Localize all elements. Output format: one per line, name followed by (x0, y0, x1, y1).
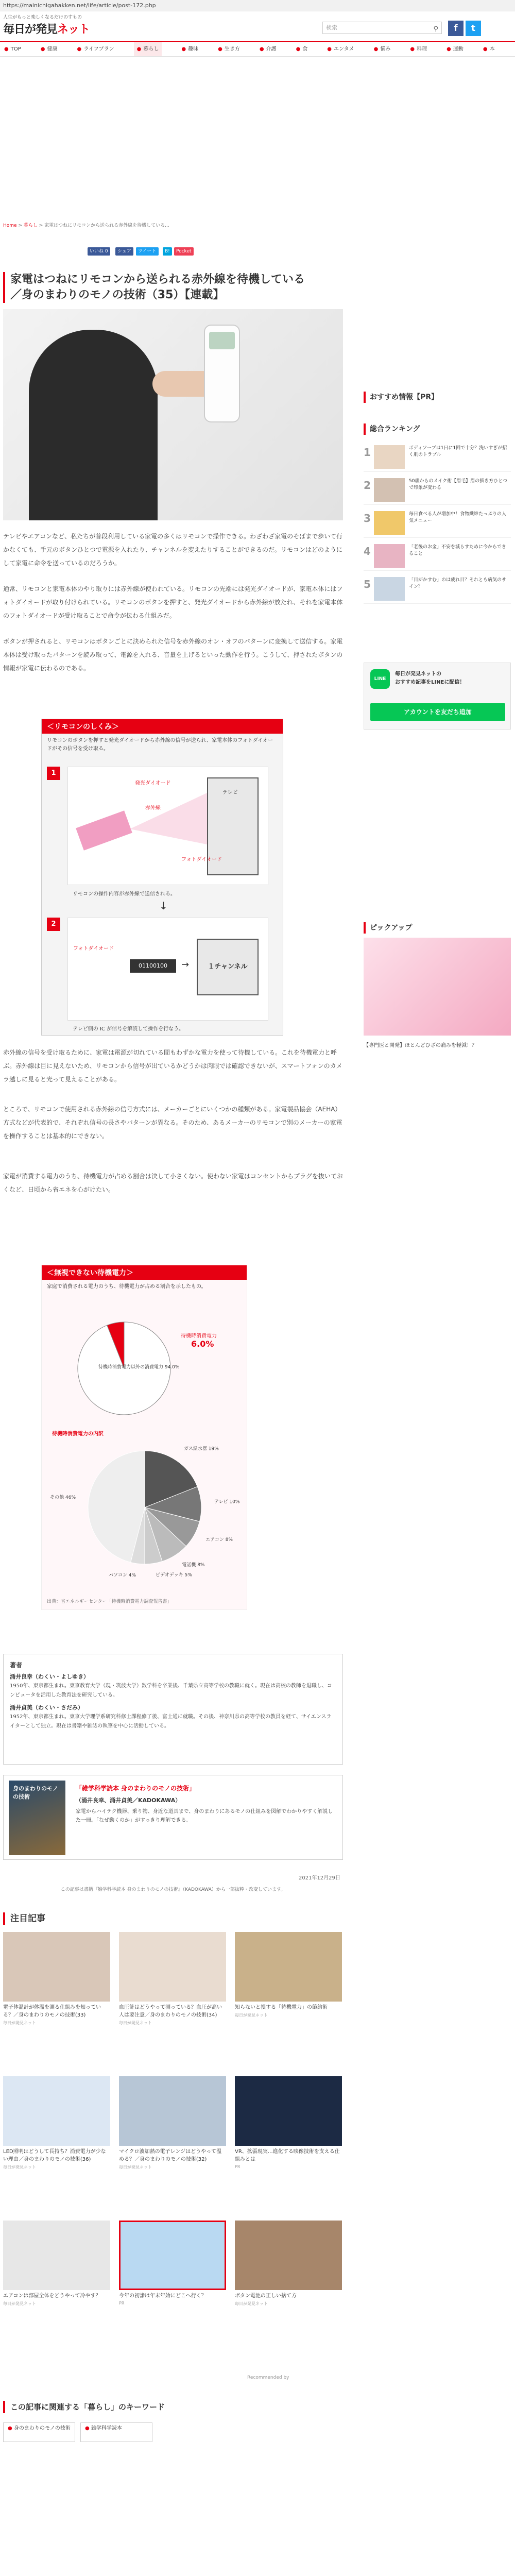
nav-bullet-icon: ● (259, 46, 264, 52)
keyword-tag[interactable] (80, 2422, 152, 2442)
pocket-button[interactable]: Pocket (174, 247, 194, 256)
ranking-number: 1 (364, 446, 371, 459)
nav-item[interactable] (483, 42, 495, 56)
attention-card-image[interactable] (3, 2221, 110, 2290)
author2-bio: 1952年、東京都生まれ。東京大学理学系研究科修士課程修了後、富士通に就職。その後、神奈川県の高等学校の教員を経て、サイエンスライターとして独立。現在は書籍や雑誌の執筆を中心に活動している。 (10, 1714, 332, 1729)
browser-url-bar[interactable]: https://mainichigahakken.net/life/article/post-172.php (0, 0, 515, 11)
attention-card-source: 毎日が発見ネット (3, 2165, 36, 2170)
article-paragraph-6: 家電が消費する電力のうち、待機電力が占める割合は決して小さくない。使わない家電はコンセントからプラグを抜いておくなど、日頃から省エネを心がけたい。 (3, 1173, 344, 1193)
site-logo[interactable] (3, 21, 90, 37)
breakdown-label: 電話機 8% (182, 1562, 205, 1568)
author2-name: 涌井貞美（わくい・さだみ） (10, 1704, 83, 1711)
chart-title: ＜無視できない待機電力＞ (42, 1265, 247, 1280)
ranking-number: 2 (364, 479, 371, 492)
keyword-label: 雑学科学読本 (91, 2426, 122, 2431)
nav-bullet-icon: ● (296, 46, 301, 52)
hatena-button[interactable]: B! (163, 247, 172, 256)
hero-person (29, 330, 158, 520)
search-input[interactable] (322, 22, 442, 34)
promo-title: おすすめ情報【PR】 (364, 392, 511, 403)
article-paragraph-5: ところで、リモコンで使用される赤外線の信号方式には、メーカーごとにいくつかの種類がある。家電製品協会（AEHA）方式などが代表的で、それぞれ信号の長さやパターンが異なる。そのため、あるメーカーのリモコンで別のメーカーの家電を操作することは基本的にできない。 (3, 1106, 342, 1140)
attention-card[interactable] (3, 1932, 110, 2026)
nav-item-label: 趣味 (188, 46, 199, 52)
ranking-item[interactable] (364, 509, 511, 538)
nav-item[interactable] (327, 42, 354, 56)
step-2-caption: テレビ側の IC が信号を解読して操作を行なう。 (73, 1026, 184, 1032)
ranking-number: 3 (364, 512, 371, 524)
attention-card[interactable] (119, 2076, 226, 2170)
ranking-title-text[interactable]: ボディソープは1日に1回で十分？洗いすぎが招く肌のトラブル (409, 446, 507, 457)
hero-image (3, 309, 343, 520)
figure-note: リモコンのボタンを押すと発光ダイオードから赤外線の信号が送られ、家電本体のフォトダイオードがその信号を受け取る。 (47, 738, 273, 752)
nav-item-label: 本 (489, 46, 495, 52)
breadcrumb-category[interactable]: 暮らし (23, 223, 38, 228)
attention-card-title[interactable]: VR、拡張現実…進化する映像技術を支える仕組みとは (235, 2149, 340, 2162)
chart-note: 家庭で消費される電力のうち、待機電力が占める割合を示したもの。 (47, 1284, 207, 1290)
attention-card-image[interactable] (119, 2221, 226, 2290)
keyword-label: 身のまわりのモノの技術 (13, 2426, 71, 2431)
pie-label-main: 待機時消費電力以外の消費電力 94.0% (98, 1365, 180, 1370)
attention-card-image[interactable] (3, 1932, 110, 2002)
nav-item-label: 介護 (266, 46, 277, 52)
attention-card-source: 毎日が発見ネット (235, 2301, 268, 2306)
book-cover[interactable]: 身のまわりのモノの技術 (9, 1781, 65, 1855)
nav-item[interactable] (410, 42, 427, 56)
line-icon: LINE (370, 669, 390, 689)
ranking-number: 5 (364, 578, 371, 590)
attention-card-image[interactable] (235, 2076, 342, 2146)
chart-caption: 出典：省エネルギーセンター「待機時消費電力調査報告書」 (47, 1599, 172, 1604)
attention-card-source: 毎日が発見ネット (235, 2013, 268, 2018)
ranking-item[interactable] (364, 476, 511, 505)
keywords-title: この記事に関連する「暮らし」のキーワード (3, 2401, 343, 2413)
arrow-right-icon: → (181, 959, 190, 970)
nav-item-label: 食 (302, 46, 308, 52)
nav-item[interactable] (4, 42, 21, 56)
breakdown-label: パソコン 4% (109, 1572, 136, 1578)
attention-title: 注目記事 (3, 1912, 343, 1925)
keyword-bullet-icon: ● (85, 2426, 91, 2431)
attention-card-image[interactable] (3, 2076, 110, 2146)
breakdown-label: テレビ 10% (214, 1499, 240, 1505)
nav-item-label: 運動 (453, 46, 464, 52)
nav-bullet-icon: ● (218, 46, 222, 52)
nav-item[interactable] (374, 42, 391, 56)
search-icon[interactable]: ⚲ (433, 25, 438, 33)
ranking-item[interactable] (364, 542, 511, 571)
author1-bio: 1950年、東京都生まれ。東京教育大学（現・筑波大学）数学科を卒業後、千葉県立高等学校の教職に就く。現在は高校の教師を退職し、コンピュータを活用した教育法を研究している。 (10, 1683, 332, 1698)
attention-card-source: 毎日が発見ネット (3, 2021, 36, 2025)
ranking-thumbnail[interactable] (374, 544, 405, 568)
attention-card-title[interactable]: ボタン電池の正しい捨て方 (235, 2293, 297, 2299)
facebook-icon[interactable]: f (448, 21, 464, 36)
keyword-bullet-icon: ● (8, 2426, 14, 2431)
remote-icon (76, 810, 132, 850)
pie-callout-label: 待機時消費電力 (181, 1333, 217, 1339)
attention-card-title[interactable]: 電子体温計が体温を測る仕組みを知っている？／身のまわりのモノの技術(33) (3, 2005, 101, 2018)
nav-bullet-icon: ● (373, 46, 379, 52)
logo-accent-text: ネット (57, 23, 90, 36)
attention-card-title[interactable]: マイクロ波加熱の電子レンジはどうやって温める？／身のまわりのモノの技術(32) (119, 2149, 222, 2162)
line-text-2: おすすめ記事をLINEに配信！ (395, 680, 465, 685)
article-source: この記事は書籍『雑学科学読本 身のまわりのモノの技術』（KADOKAWA）から一部抜粋・改変しています。 (60, 1887, 286, 1892)
standby-power-chart (41, 1265, 247, 1610)
ranking-item[interactable] (364, 575, 511, 604)
breakdown-label: エアコン 8% (205, 1537, 233, 1543)
attention-card[interactable] (235, 1932, 342, 2018)
pickup-text[interactable]: 【専門医と開発】ほとんどひざの痛みを軽減！？ (364, 1043, 477, 1048)
nav-item-label: TOP (10, 46, 21, 52)
step-2-badge: 2 (47, 918, 60, 931)
breakdown-label: ビデオデッキ 5% (156, 1572, 192, 1578)
remote-control-icon (204, 325, 240, 422)
breakdown-label: その他 46% (50, 1495, 76, 1501)
attention-card[interactable] (235, 2221, 342, 2307)
tweet-button[interactable]: ツイート (136, 247, 159, 256)
nav-bullet-icon: ● (136, 46, 142, 52)
line-promo (364, 663, 511, 730)
breadcrumb-home[interactable]: Home (3, 223, 17, 228)
line-add-friend-button[interactable]: アカウントを友だち追加 (370, 703, 505, 721)
attention-card-title[interactable]: LED照明はどうして長持ち？消費電力が少ない理由／身のまわりのモノの技術(36) (3, 2149, 106, 2162)
attention-card-image[interactable] (119, 1932, 226, 2002)
book-title[interactable]: 「雑学科学読本 身のまわりのモノの技術」 (76, 1785, 196, 1792)
nav-item[interactable] (77, 42, 114, 56)
attention-card-image[interactable] (235, 1932, 342, 2002)
article-paragraph-4: 赤外線の信号を受け取るために、家電は電源が切れている間もわずかな電力を使って待機している。これを待機電力と呼ぶ。赤外線は目に見えないため、リモコンから信号が出ているかどうかは肉眼では確認できないが、スマートフォンのカメラ越しに見ると光って見えることがある。 (3, 1049, 342, 1083)
arrow-down-icon: ↓ (159, 900, 168, 912)
nav-item-label: 健康 (47, 46, 58, 52)
led-label: 発光ダイオード (135, 781, 171, 786)
nav-item[interactable] (447, 42, 464, 56)
nav-item-label: 悩み (380, 46, 391, 52)
ranking-thumbnail[interactable] (374, 511, 405, 535)
attention-card-title[interactable]: エアコンは部屋全体をどうやって冷やす？ (3, 2293, 101, 2299)
ranking-number: 4 (364, 545, 371, 557)
search-placeholder: 検索 (326, 24, 337, 31)
step-1-diagram (67, 767, 268, 885)
twitter-icon[interactable]: t (466, 21, 481, 36)
attention-card-title[interactable]: 血圧計はどうやって測っている？血圧が高い人は要注意／身のまわりのモノの技術(34) (119, 2005, 222, 2018)
nav-bullet-icon: ● (483, 46, 488, 52)
ranking-title: 総合ランキング (364, 423, 511, 435)
site-tagline: 人生がもっと楽しくなるだけのすもの (3, 15, 82, 20)
ranking-thumbnail[interactable] (374, 445, 405, 469)
book-author: （涌井良幸、涌井貞美／KADOKAWA） (76, 1797, 181, 1804)
signal-code: 01100100 (130, 959, 176, 973)
breadcrumb-current: 家電はつねにリモコンから送られる赤外線を待機している... (44, 223, 169, 228)
step-2-diagram (67, 918, 268, 1021)
tv-channel-display: １チャンネル (197, 939, 259, 995)
keyword-tag[interactable] (3, 2422, 75, 2442)
ranking-title-text[interactable]: 毎日食べる人が増加中！食物繊維たっぷりの人気メニュー (409, 512, 507, 523)
attention-card-title[interactable]: 今年の初詣は年末年始にどこへ行く？ (119, 2293, 207, 2299)
attention-card-image[interactable] (119, 2076, 226, 2146)
article-paragraph-1: テレビやエアコンなど、私たちが普段利用している家電の多くはリモコンで操作できる。わざわざ家電のそばまで歩いて行かなくても、手元のボタンひとつで電源を入れたり、チャンネルを変えたりすることができるのだ。リモコンはどのようにして家電に命令を送っているのだろうか。 (3, 533, 343, 567)
like-button[interactable]: いいね 0 (88, 247, 110, 256)
logo-main-text: 毎日が発見 (3, 23, 58, 36)
nav-item-label: エンタメ (334, 46, 354, 52)
article-title-line2: ／身のまわりのモノの技術（35）【連載】 (10, 289, 225, 301)
step-1-caption: リモコンの操作内容が赤外線で送信される。 (73, 891, 176, 897)
nav-item-label: ライフプラン (83, 46, 114, 52)
nav-bullet-icon: ● (77, 46, 82, 52)
nav-bullet-icon: ● (327, 46, 332, 52)
nav-item-label: 生き方 (224, 46, 240, 52)
chart-canvas (42, 1307, 248, 1595)
global-nav (0, 41, 515, 57)
nav-item[interactable] (41, 42, 58, 56)
article-paragraph-2: 通常、リモコンと家電本体のやり取りには赤外線が使われている。リモコンの先端には発光ダイオードが、家電本体にはフォトダイオードが取り付けられている。リモコンのボタンを押すと、発光ダイオードから赤外線が放たれ、それを家電本体のフォトダイオードが受け取ることで命令が伝わる仕組みだ。 (3, 585, 343, 619)
ranking-title-text[interactable]: 「目がかすむ」のは疲れ目？それとも病気のサイン？ (409, 578, 507, 589)
photodiode-label-2: フォトダイオード (73, 946, 114, 952)
attention-card-title[interactable]: 知らないと損する「待機電力」の節約術 (235, 2005, 328, 2010)
nav-item[interactable] (260, 42, 277, 56)
attention-card[interactable] (235, 2076, 342, 2169)
attention-card[interactable] (3, 2076, 110, 2170)
attention-card-source: 毎日が発見ネット (3, 2301, 36, 2306)
nav-bullet-icon: ● (40, 46, 45, 52)
article-paragraph-3: ボタンが押されると、リモコンはボタンごとに決められた信号を赤外線のオン・オフのパターンに変換して送信する。家電本体は受け取ったパターンを読み取って、電源を入れる、音量を上げるといった動作を行う。こうして、押されたボタンの情報が家電に伝わるのである。 (3, 638, 343, 672)
ranking-title-text[interactable]: 50歳からのメイク術【眉毛】眉の描き方ひとつで印象が変わる (409, 479, 507, 490)
nav-item-label: 暮らし (143, 46, 159, 52)
attention-card-source: PR (235, 2164, 241, 2169)
attention-card-source: PR (119, 2301, 125, 2306)
nav-bullet-icon: ● (181, 46, 186, 52)
step-1-badge: 1 (47, 767, 60, 780)
book-description: 家電からハイテク機器、乗り物、身近な道具まで、身のまわりにあるモノの仕組みを図解でわかりやすく解説した一冊。「なぜ動くのか」がすっきり理解できる。 (76, 1809, 333, 1823)
ranking-thumbnail[interactable] (374, 478, 405, 502)
ranking-item[interactable] (364, 443, 511, 472)
attention-card[interactable] (119, 1932, 226, 2026)
book-info[interactable] (3, 1775, 343, 1860)
attention-card[interactable] (119, 2221, 226, 2306)
tv-label: テレビ (222, 790, 238, 795)
breadcrumb: Home > 暮らし > 家電はつねにリモコンから送られる赤外線を待機している... (3, 223, 169, 228)
article-title-line1: 家電はつねにリモコンから送られる赤外線を待機している (10, 273, 305, 286)
fb-share-button[interactable]: シェア (115, 247, 133, 256)
article-date: 2021年12月29日 (299, 1875, 340, 1881)
attention-card[interactable] (3, 2221, 110, 2307)
author-heading: 著者 (10, 1662, 23, 1669)
pickup-title: ピックアップ (364, 922, 511, 934)
ir-beam (125, 788, 212, 850)
article-title (3, 272, 343, 303)
remote-mechanism-figure (41, 719, 283, 1036)
nav-item[interactable] (134, 42, 162, 56)
attention-card-image[interactable] (235, 2221, 342, 2290)
author1-name: 涌井良幸（わくい・よしゆき） (10, 1673, 89, 1680)
nav-bullet-icon: ● (4, 46, 9, 52)
pie-callout-value: 6.0% (191, 1339, 214, 1349)
attention-card-source: 毎日が発見ネット (119, 2021, 152, 2025)
breakdown-label: ガス温水器 19% (183, 1446, 219, 1452)
attention-card-source: 毎日が発見ネット (119, 2165, 152, 2170)
figure-title: ＜リモコンのしくみ＞ (42, 719, 283, 734)
nav-item[interactable] (218, 42, 240, 56)
ranking-thumbnail[interactable] (374, 577, 405, 601)
nav-item[interactable] (296, 42, 308, 56)
nav-item-label: 料理 (417, 46, 427, 52)
pickup-banner[interactable] (364, 938, 511, 1036)
ir-label: 赤外線 (145, 805, 161, 811)
photodiode-label: フォトダイオード (181, 857, 222, 862)
recommended-by: Recommended by (247, 2375, 289, 2380)
line-text-1: 毎日が発見ネットの (395, 671, 441, 677)
author-profile (3, 1654, 343, 1765)
nav-bullet-icon: ● (410, 46, 415, 52)
breakdown-title: 待機時消費電力の内訳 (52, 1431, 104, 1437)
nav-item[interactable] (181, 42, 198, 56)
site-header (0, 11, 515, 41)
nav-bullet-icon: ● (447, 46, 451, 52)
ranking-title-text[interactable]: 「老後のお金」不安を減らすために今からできること (409, 545, 506, 556)
